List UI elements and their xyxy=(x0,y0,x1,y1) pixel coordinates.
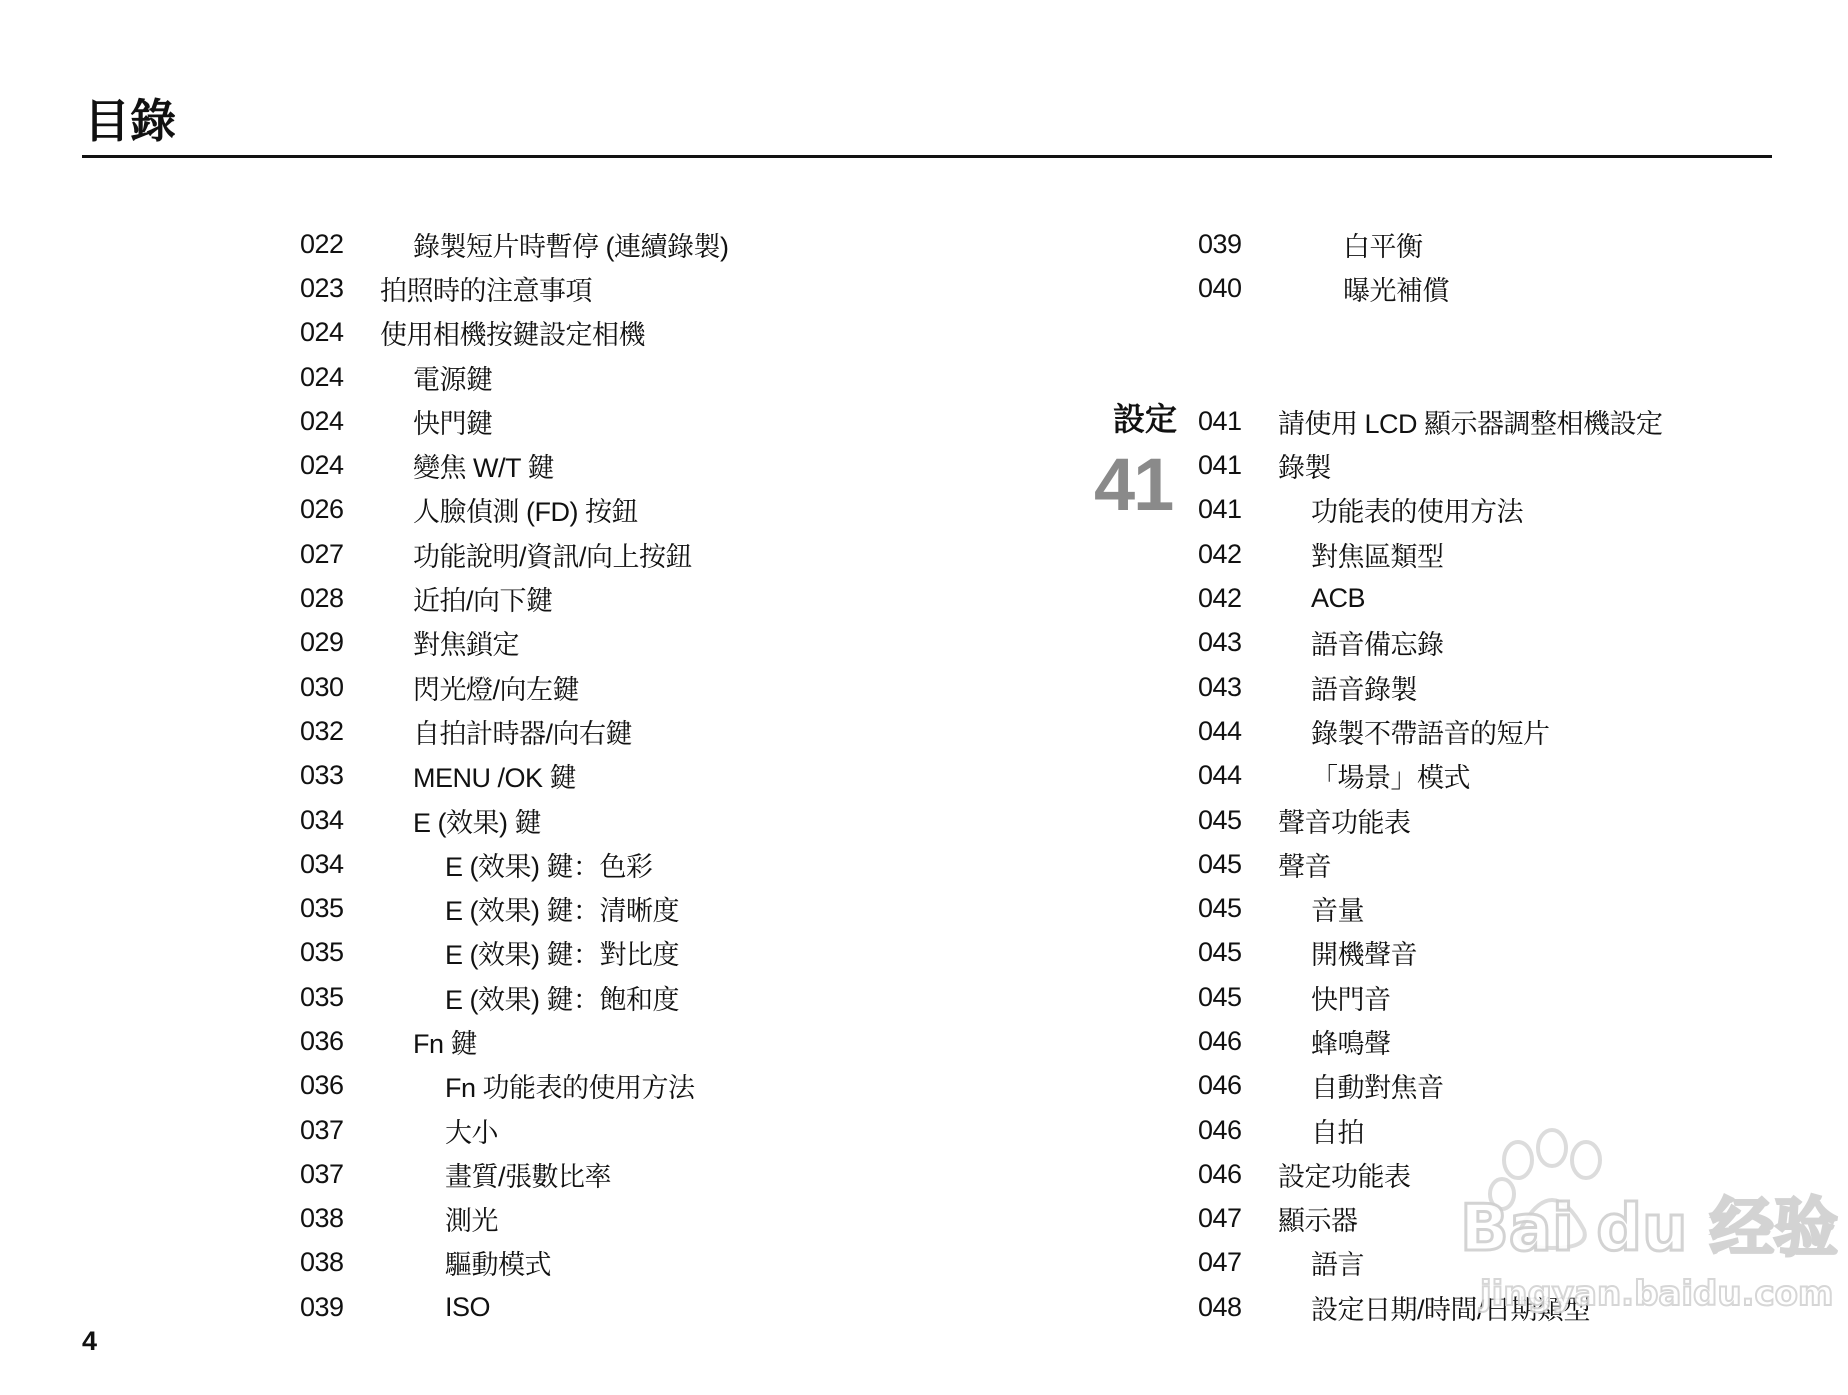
toc-entry[interactable] xyxy=(300,886,728,930)
toc-entry-text: E (效果) 鍵：色彩 xyxy=(445,851,653,882)
toc-page-number: 038 xyxy=(300,1203,344,1234)
section-number: 41 xyxy=(1094,443,1173,526)
toc-page-number: 032 xyxy=(300,715,344,746)
toc-entry-text: 自動對焦音 xyxy=(1311,1073,1444,1104)
toc-page-number: 046 xyxy=(1198,1114,1242,1145)
toc-entry[interactable] xyxy=(300,488,728,532)
toc-entry-text: 自拍 xyxy=(1311,1117,1364,1148)
toc-entry-text: E (效果) 鍵 xyxy=(413,807,541,838)
toc-entry[interactable] xyxy=(1198,488,1663,532)
toc-entry[interactable] xyxy=(1198,665,1663,709)
toc-page-number: 030 xyxy=(300,671,344,702)
toc-entry[interactable] xyxy=(300,311,728,355)
toc-entry[interactable] xyxy=(300,842,728,886)
toc-entry-text: MENU /OK 鍵 xyxy=(413,763,577,794)
toc-entry-text: E (效果) 鍵：飽和度 xyxy=(445,984,679,1015)
toc-entry-text: 功能說明/資訊/向上按鈕 xyxy=(413,541,693,572)
toc-page-number: 036 xyxy=(300,1070,344,1101)
toc-page-number: 024 xyxy=(300,405,344,436)
toc-entry-text: 設定功能表 xyxy=(1278,1161,1411,1192)
toc-entry-text: 聲音功能表 xyxy=(1278,807,1411,838)
toc-entry[interactable] xyxy=(300,1241,728,1285)
toc-right-column xyxy=(1198,222,1663,1329)
toc-entry[interactable] xyxy=(300,1019,728,1063)
toc-entry-text: 語言 xyxy=(1311,1250,1364,1281)
toc-page-number: 024 xyxy=(300,317,344,348)
section-label: 設定 xyxy=(1113,401,1178,437)
toc-entry[interactable] xyxy=(1198,931,1663,975)
toc-entry-text: 錄製不帶語音的短片 xyxy=(1311,718,1550,749)
toc-page-number: 048 xyxy=(1198,1291,1242,1322)
toc-page-number: 044 xyxy=(1198,760,1242,791)
toc-entry-text: ACB xyxy=(1311,583,1366,614)
toc-entry-text: 閃光燈/向左鍵 xyxy=(413,674,580,705)
toc-page-number: 043 xyxy=(1198,671,1242,702)
toc-page-number: 027 xyxy=(300,538,344,569)
toc-entry[interactable] xyxy=(1198,1108,1663,1152)
toc-entry[interactable] xyxy=(1198,975,1663,1019)
toc-entry-text: 白平衡 xyxy=(1343,231,1423,262)
toc-entry-text: 音量 xyxy=(1311,896,1364,927)
toc-page-number: 042 xyxy=(1198,538,1242,569)
toc-entry[interactable] xyxy=(1198,1152,1663,1196)
toc-entry-text: 快門鍵 xyxy=(413,408,493,439)
watermark-text: Bai du 经验 xyxy=(1460,1192,1838,1266)
toc-page-number: 036 xyxy=(300,1025,344,1056)
toc-entry-text: 電源鍵 xyxy=(413,364,493,395)
toc-entry[interactable] xyxy=(300,1285,728,1329)
toc-page-number: 037 xyxy=(300,1114,344,1145)
toc-page-number: 035 xyxy=(300,893,344,924)
toc-page-number: 047 xyxy=(1198,1203,1242,1234)
toc-entry-text: 「場景」模式 xyxy=(1311,763,1470,794)
toc-entry[interactable] xyxy=(300,754,728,798)
toc-entry[interactable] xyxy=(300,443,728,487)
toc-entry[interactable] xyxy=(1198,532,1663,576)
toc-entry-text: 蜂鳴聲 xyxy=(1311,1028,1391,1059)
toc-entry-text: 拍照時的注意事項 xyxy=(380,275,592,306)
toc-entry[interactable] xyxy=(1198,1064,1663,1108)
toc-page-number: 033 xyxy=(300,760,344,791)
toc-entry[interactable] xyxy=(1198,266,1663,310)
toc-entry[interactable] xyxy=(300,621,728,665)
toc-page-number: 046 xyxy=(1198,1070,1242,1101)
toc-entry-text: 大小 xyxy=(445,1117,498,1148)
toc-entry-text: 錄製 xyxy=(1278,453,1331,484)
toc-page-number: 022 xyxy=(300,228,344,259)
toc-entry-text: E (效果) 鍵：清晰度 xyxy=(445,896,679,927)
toc-entry[interactable] xyxy=(300,975,728,1019)
page-number: 4 xyxy=(82,1326,98,1356)
toc-page-number: 045 xyxy=(1198,893,1242,924)
toc-entry[interactable] xyxy=(300,266,728,310)
toc-entry-text: 顯示器 xyxy=(1278,1206,1358,1237)
toc-page-number: 045 xyxy=(1198,981,1242,1012)
toc-entry-text: 對焦鎖定 xyxy=(413,630,519,661)
toc-page-number: 024 xyxy=(300,361,344,392)
toc-page-number: 035 xyxy=(300,981,344,1012)
toc-entry-text: 使用相機按鍵設定相機 xyxy=(380,320,645,351)
toc-page-number: 044 xyxy=(1198,715,1242,746)
toc-page-number: 039 xyxy=(1198,228,1242,259)
toc-entry[interactable] xyxy=(1198,886,1663,930)
title-divider xyxy=(82,155,1772,158)
toc-entry-text: 自拍計時器/向右鍵 xyxy=(413,718,633,749)
toc-entry-text: 開機聲音 xyxy=(1311,940,1417,971)
watermark-subtext: jingyan.baidu.com xyxy=(1480,1274,1834,1314)
toc-entry-text: 設定日期/時間/日期類型 xyxy=(1311,1294,1591,1325)
toc-entry[interactable] xyxy=(1198,798,1663,842)
toc-entry-text: Fn 功能表的使用方法 xyxy=(445,1073,695,1104)
toc-entry[interactable] xyxy=(1198,222,1663,266)
toc-page-number: 028 xyxy=(300,583,344,614)
toc-entry-text: 錄製短片時暫停 (連續錄製) xyxy=(413,231,729,262)
toc-entry[interactable] xyxy=(300,1197,728,1241)
toc-page-number: 034 xyxy=(300,848,344,879)
toc-page-number: 043 xyxy=(1198,627,1242,658)
toc-entry-text: 曝光補償 xyxy=(1343,275,1449,306)
toc-page-number: 041 xyxy=(1198,405,1242,436)
toc-entry[interactable] xyxy=(1198,443,1663,487)
toc-entry[interactable] xyxy=(300,576,728,620)
toc-page-number: 040 xyxy=(1198,272,1242,303)
toc-entry-text: 快門音 xyxy=(1311,984,1391,1015)
toc-entry[interactable] xyxy=(300,798,728,842)
toc-entry-text: 聲音 xyxy=(1278,851,1331,882)
toc-entry-text: 測光 xyxy=(445,1206,498,1237)
toc-page-number: 035 xyxy=(300,937,344,968)
toc-entry[interactable] xyxy=(300,399,728,443)
toc-entry[interactable] xyxy=(1198,842,1663,886)
toc-entry[interactable] xyxy=(300,665,728,709)
toc-page-number: 037 xyxy=(300,1158,344,1189)
toc-entry-text: 功能表的使用方法 xyxy=(1311,497,1523,528)
toc-entry-text: 請使用 LCD 顯示器調整相機設定 xyxy=(1278,408,1663,439)
toc-entry[interactable] xyxy=(1198,1285,1663,1329)
toc-entry[interactable] xyxy=(1198,621,1663,665)
toc-entry[interactable] xyxy=(300,222,728,266)
toc-entry-text: 語音錄製 xyxy=(1311,674,1417,705)
toc-entry-text: 對焦區類型 xyxy=(1311,541,1444,572)
toc-entry[interactable] xyxy=(300,709,728,753)
toc-entry[interactable] xyxy=(300,931,728,975)
toc-page-number: 041 xyxy=(1198,494,1242,525)
toc-entry-text: 語音備忘錄 xyxy=(1311,630,1444,661)
toc-page-number: 046 xyxy=(1198,1158,1242,1189)
toc-page-number: 046 xyxy=(1198,1025,1242,1056)
toc-entry[interactable] xyxy=(300,1108,728,1152)
toc-entry[interactable] xyxy=(300,1152,728,1196)
toc-entry[interactable] xyxy=(1198,754,1663,798)
toc-page-number: 042 xyxy=(1198,583,1242,614)
toc-page-number: 045 xyxy=(1198,848,1242,879)
toc-page-number: 045 xyxy=(1198,937,1242,968)
toc-entry-text: Fn 鍵 xyxy=(413,1028,478,1059)
toc-entry-text: 變焦 W/T 鍵 xyxy=(413,453,554,484)
toc-page-number: 023 xyxy=(300,272,344,303)
toc-gap xyxy=(1198,311,1663,400)
toc-page-number: 039 xyxy=(300,1291,344,1322)
toc-entry[interactable] xyxy=(1198,1019,1663,1063)
toc-page-number: 045 xyxy=(1198,804,1242,835)
toc-page-number: 034 xyxy=(300,804,344,835)
toc-page-number: 024 xyxy=(300,450,344,481)
toc-entry[interactable] xyxy=(300,532,728,576)
toc-entry[interactable] xyxy=(1198,1197,1663,1241)
toc-entry-text: ISO xyxy=(445,1291,491,1322)
toc-entry[interactable] xyxy=(1198,709,1663,753)
toc-entry-text: 畫質/張數比率 xyxy=(445,1161,612,1192)
toc-left-column xyxy=(300,222,728,1329)
toc-page-number: 041 xyxy=(1198,450,1242,481)
toc-page-number: 029 xyxy=(300,627,344,658)
toc-entry-text: E (效果) 鍵：對比度 xyxy=(445,940,679,971)
toc-entry-text: 人臉偵測 (FD) 按鈕 xyxy=(413,497,638,528)
toc-entry[interactable] xyxy=(1198,1241,1663,1285)
toc-entry-text: 驅動模式 xyxy=(445,1250,551,1281)
toc-page-number: 026 xyxy=(300,494,344,525)
toc-entry[interactable] xyxy=(300,1064,728,1108)
toc-entry[interactable] xyxy=(1198,576,1663,620)
toc-entry-text: 近拍/向下鍵 xyxy=(413,586,553,617)
toc-entry[interactable] xyxy=(300,355,728,399)
page-title: 目錄 xyxy=(84,95,176,147)
toc-entry[interactable] xyxy=(1198,399,1663,443)
toc-page-number: 038 xyxy=(300,1247,344,1278)
toc-page-number: 047 xyxy=(1198,1247,1242,1278)
